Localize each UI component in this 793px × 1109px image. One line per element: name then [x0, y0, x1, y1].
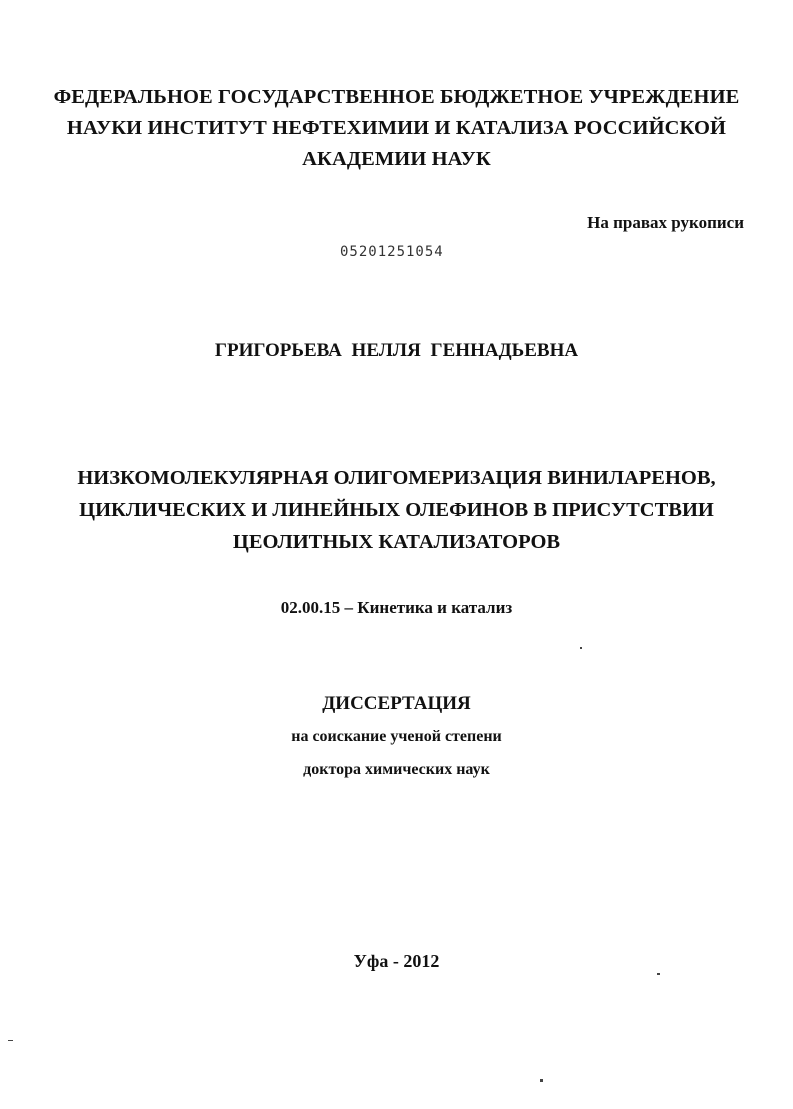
degree-line-2: доктора химических наук	[303, 761, 490, 778]
scan-speck	[8, 1040, 13, 1041]
institution-line-2: НАУКИ ИНСТИТУТ НЕФТЕХИМИИ И КАТАЛИЗА РОССИЙСКОЙ	[66, 117, 727, 139]
degree-line-1: на соискание ученой степени	[291, 728, 502, 745]
place-year: Уфа - 2012	[353, 951, 440, 971]
title-line-3: ЦЕОЛИТНЫХ КАТАЛИЗАТОРОВ	[232, 531, 561, 553]
specialty: 02.00.15 – Кинетика и катализ	[280, 598, 513, 617]
scan-speck	[657, 973, 660, 975]
document-code: 05201251054	[340, 244, 444, 260]
scan-speck	[540, 1079, 543, 1082]
manuscript-rights: На правах рукописи	[587, 213, 744, 232]
document-type: ДИССЕРТАЦИЯ	[322, 693, 471, 714]
title-line-2: ЦИКЛИЧЕСКИХ И ЛИНЕЙНЫХ ОЛЕФИНОВ В ПРИСУТСТВИИ	[79, 499, 714, 521]
author-name: ГРИГОРЬЕВА НЕЛЛЯ ГЕННАДЬЕВНА	[214, 340, 579, 361]
scan-speck	[580, 647, 582, 649]
institution-line-1: ФЕДЕРАЛЬНОЕ ГОСУДАРСТВЕННОЕ БЮДЖЕТНОЕ УЧРЕЖДЕНИЕ	[53, 86, 740, 108]
institution-line-3: АКАДЕМИИ НАУК	[302, 148, 491, 170]
title-line-1: НИЗКОМОЛЕКУЛЯРНАЯ ОЛИГОМЕРИЗАЦИЯ ВИНИЛАРЕНОВ,	[77, 467, 716, 489]
